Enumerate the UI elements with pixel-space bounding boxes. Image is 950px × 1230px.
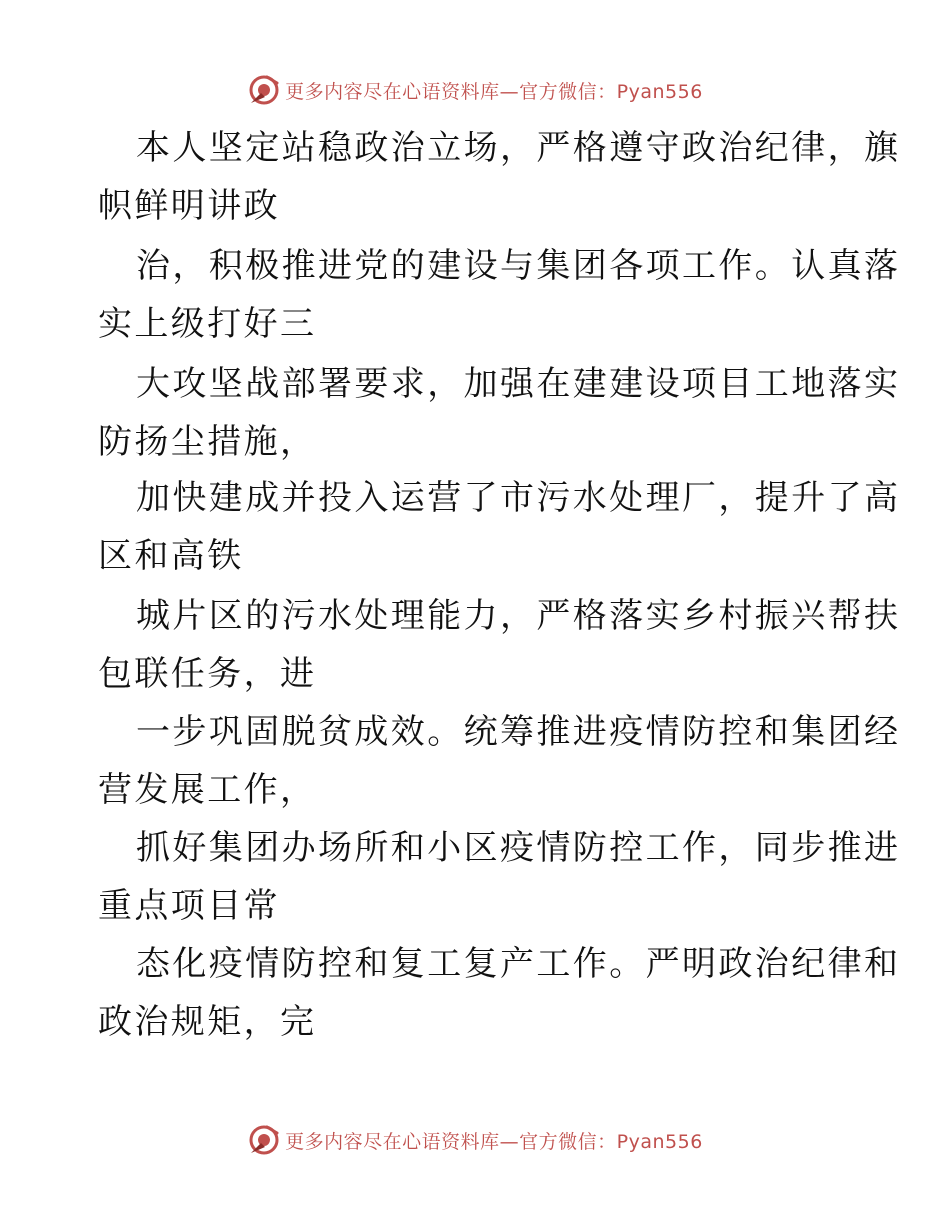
pen-logo-icon — [247, 73, 281, 107]
paragraph-1-line-1: 本人坚定站稳政治立场，严格遵守政治纪律，旗 — [136, 128, 901, 168]
pen-logo-icon — [247, 1123, 281, 1157]
paragraph-5-line-1: 城片区的污水处理能力，严格落实乡村振兴帮扶 — [136, 596, 901, 636]
paragraph-8-line-2: 政治规矩，完 — [98, 1002, 317, 1042]
paragraph-2-line-1: 治，积极推进党的建设与集团各项工作。认真落 — [136, 246, 901, 286]
paragraph-6-line-2: 营发展工作， — [98, 770, 317, 810]
paragraph-4-line-2: 区和高铁 — [98, 536, 244, 576]
paragraph-7-line-2: 重点项目常 — [98, 886, 280, 926]
paragraph-3-line-2: 防扬尘措施， — [98, 422, 317, 462]
header-watermark — [0, 70, 950, 110]
paragraph-2-line-2: 实上级打好三 — [98, 304, 317, 344]
watermark-text: 更多内容尽在心语资料库—官方微信：Pyan556 — [285, 1130, 703, 1153]
paragraph-7-line-1: 抓好集团办场所和小区疫情防控工作，同步推进 — [136, 828, 901, 868]
paragraph-5-line-2: 包联任务，进 — [98, 654, 317, 694]
paragraph-4-line-1: 加快建成并投入运营了市污水处理厂，提升了高 — [136, 478, 901, 518]
footer-watermark — [0, 1120, 950, 1160]
paragraph-6-line-1: 一步巩固脱贫成效。统筹推进疫情防控和集团经 — [136, 712, 901, 752]
paragraph-8-line-1: 态化疫情防控和复工复产工作。严明政治纪律和 — [136, 944, 901, 984]
watermark-text: 更多内容尽在心语资料库—官方微信：Pyan556 — [285, 80, 703, 103]
paragraph-1-line-2: 帜鲜明讲政 — [98, 186, 280, 226]
paragraph-3-line-1: 大攻坚战部署要求，加强在建建设项目工地落实 — [136, 364, 901, 404]
